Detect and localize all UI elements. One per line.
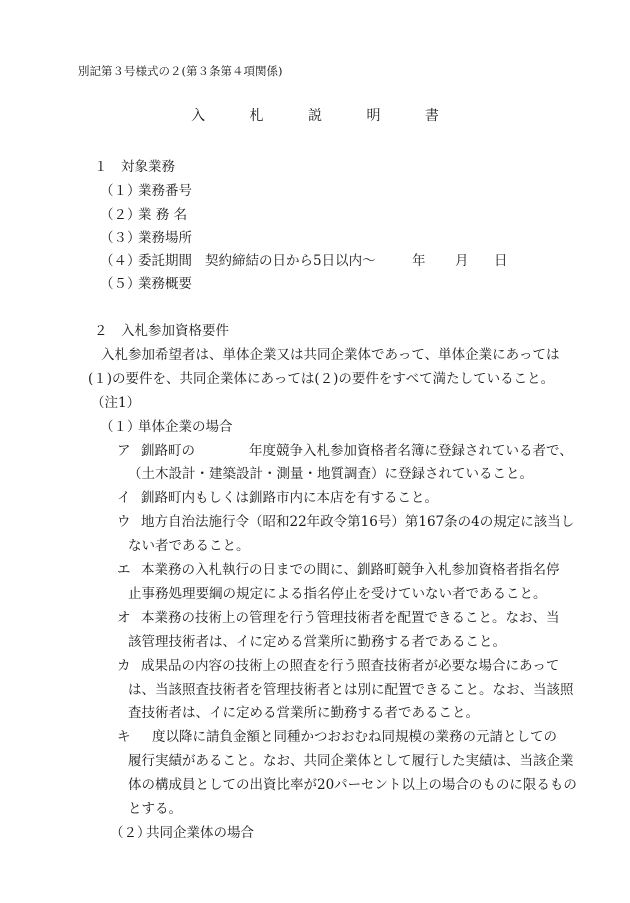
item-text: 年度競争入札参加資格者名簿に登録されている者で、 [249,443,573,459]
section1-item-label: 業務番号 [138,183,192,199]
subsection-number: （２） [110,825,151,841]
item-marker: ウ [117,514,131,530]
section1-item-number: （５） [100,276,141,292]
section2-intro-line: (１)の要件を、共同企業体にあっては(２)の要件をすべて満たしていること。 [88,371,555,387]
title-char: 明 [366,108,381,124]
subsection-label: 共同企業体の場合 [146,825,254,841]
item-text: 成果品の内容の技術上の照査を行う照査技術者が必要な場合にあって [141,658,560,674]
item-marker: オ [117,610,131,626]
item-text: 該管理技術者は、イに定める営業所に勤務する者であること。 [128,634,506,650]
item-text: 止事務処理要綱の規定による指名停止を受けていない者であること。 [128,586,547,602]
section1-item-label: 委託期間 [138,253,192,269]
section1-item-number: （１） [100,183,141,199]
document-title [0,105,630,125]
item-marker: ア [117,443,131,459]
section1-item-number: （３） [100,230,141,246]
item-text: ない者であること。 [128,538,250,554]
item-marker: キ [117,729,131,745]
item-text: 本業務の技術上の管理を行う管理技術者を配置できること。なお、当 [141,610,560,626]
item-text: 体の構成員としての出資比率が20パーセント以上の場合のものに限るもの [128,777,577,793]
item-text: 釧路町の [141,443,195,459]
item-text: 履行実績があること。なお、共同企業体として履行した実績は、当該企業 [128,753,574,769]
section1-item-label: 業務場所 [138,230,192,246]
section1-heading: １ 対象業務 [94,159,175,175]
title-char: 入 [191,108,206,124]
title-char: 説 [308,108,322,124]
item-text: 地方自治法施行令（昭和22年政令第16号）第167条の4の規定に該当し [141,514,575,530]
section1-item-label: 業 務 名 [138,207,188,223]
year-label: 年 [412,253,426,269]
section2-heading: ２ 入札参加資格要件 [94,323,229,339]
item-text: 査技術者は、イに定める営業所に勤務する者であること。 [128,705,479,721]
month-label: 月 [455,253,469,269]
item-marker: エ [117,562,131,578]
item-marker: イ [117,490,131,506]
form-reference: 別記第３号様式の２(第３条第４項関係) [78,64,283,78]
day-label: 日 [494,253,508,269]
contract-period-value: 契約締結の日から5日以内〜 [205,253,376,269]
subsection-label: 単体企業の場合 [138,419,233,435]
item-marker: カ [117,658,131,674]
item-text: 本業務の入札執行の日までの間に、釧路町競争入札参加資格者指名停 [141,562,560,578]
title-char: 札 [249,108,264,124]
note-marker: （注1） [91,395,141,411]
item-text: は、当該照査技術者を管理技術者とは別に配置できること。なお、当該照 [128,682,574,698]
item-text: とする。 [128,801,182,817]
item-text: 度以降に請負金額と同種かつおおむね同規模の業務の元請としての [152,729,557,745]
item-text: 釧路町内もしくは釧路市内に本店を有すること。 [141,490,438,506]
subsection-number: （１） [100,419,141,435]
title-char: 書 [424,108,439,124]
section2-intro-line: 入札参加希望者は、単体企業又は共同企業体であって、単体企業にあっては [101,347,560,363]
section1-item-label: 業務概要 [138,276,192,292]
item-text: （土木設計・建築設計・測量・地質調査）に登録されていること。 [128,466,533,482]
section1-item-number: （４） [100,253,141,269]
section1-item-number: （２） [100,207,141,223]
